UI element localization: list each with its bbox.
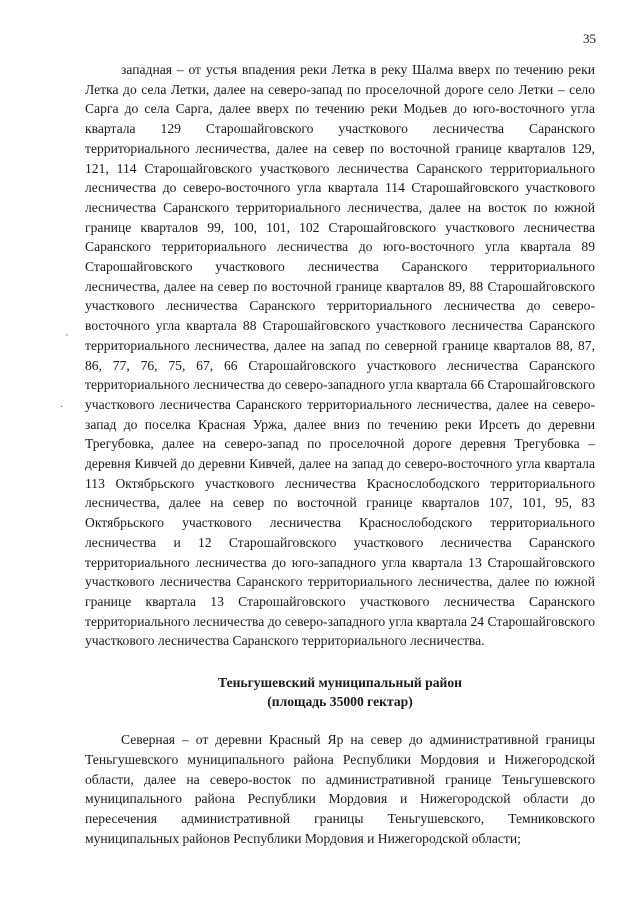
page-number: 35 bbox=[583, 31, 596, 46]
document-body bbox=[85, 60, 595, 848]
boundary-paragraph-north: Северная – от деревни Красный Яр на север до административной границы Теньгушевского муниципального района Республики Мордовия и Нижегородской области, далее на северо-восток по административной границе Теньгушевского муниципального района Республики Мордовия и Нижегородской области до пересечения административной границы Теньгушевского, Темниковского муниципальных районов Республики Мордовия и Нижегородской области; bbox=[85, 732, 595, 846]
section-area: (площадь 35000 гектар) bbox=[267, 694, 413, 710]
section-title: Теньгушевский муниципальный район bbox=[218, 675, 462, 691]
scan-mark: · bbox=[60, 402, 64, 413]
section-heading bbox=[85, 673, 595, 711]
boundary-paragraph-west: западная – от устья впадения реки Летка в реку Шалма вверх по течению реки Летка до села Летки, далее на северо-запад по проселочной дороге село Летки – село Сарга до села Сарга, далее вверх по течению реки Модьев до юго-восточного угла квартала 129 Старошайговского участкового лесничества Саранского территориального лесничества, далее на север по восточной границе кварталов 129, 121, 114 Старошайговского участкового лесничества Саранского территориального лесничества до северо-восточного угла квартала 114 Старошайговского участкового лесничества Саранского территориального лесничества, далее на восток по южной границе кварталов 99, 100, 101, 102 Старошайговского участкового лесничества Саранского территориального лесничества до юго-восточного угла квартала 89 Старошайговского участкового лесничества Саранского территориального лесничества, далее на север по восточной границе кварталов 89, 88 Старошайговского участкового лесничества Саранского территориального лесничества до северо-восточного угла квартала 88 Старошайговского участкового лесничества Саранского территориального лесничества, далее на запад по северной границе кварталов 88, 87, 86, 77, 76, 75, 67, 66 Старошайговского участкового лесничества Саранского территориального лесничества до северо-западного угла квартала 66 Старошайговского участкового лесничества Саранского территориального лесничества, далее на северо-запад до поселка Красная Уржа, далее вниз по течению реки Ирсеть до деревни Трегубовка, далее на северо-запад по проселочной дороге деревня Трегубовка – деревня Кивчей до деревни Кивчей, далее на запад до северо-восточного угла квартала 113 Октябрьского участкового лесничества Краснослободского территориального лесничества, далее на север по восточной границе кварталов 107, 101, 95, 83 Октябрьского участкового лесничества Краснослободского территориального лесничества и 12 Старошайговского участкового лесничества Саранского территориального лесничества до юго-западного угла квартала 13 Старошайговского участкового лесничества Саранского территориального лесничества, далее по южной границе квартала 13 Старошайговского участкового лесничества Саранского территориального лесничества до северо-западного угла квартала 24 Старошайговского участкового лесничества Саранского территориального лесничества. bbox=[85, 62, 595, 649]
scan-mark: ' bbox=[66, 333, 68, 344]
